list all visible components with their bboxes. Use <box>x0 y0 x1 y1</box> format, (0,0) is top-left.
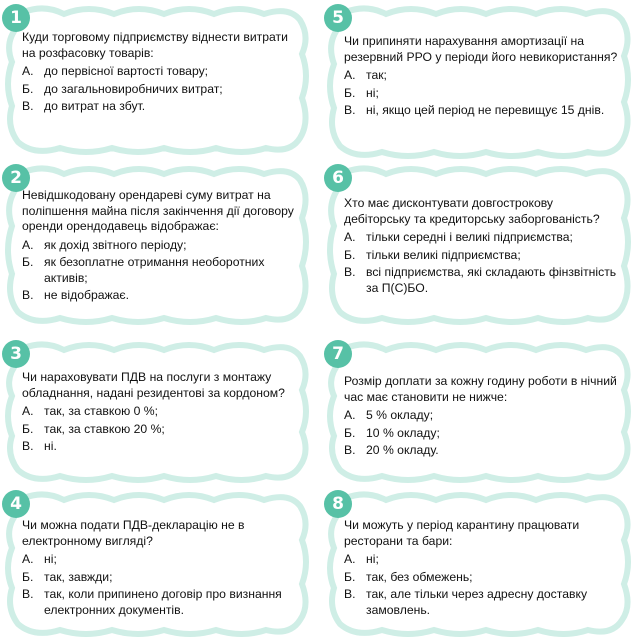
question-card-5 <box>326 6 632 158</box>
question-text: Чи припиняти нарахування амортизації на резервний РРО у періоди його невикористання? <box>344 34 618 64</box>
question-card-3 <box>4 342 310 482</box>
answer-option: Б. так, завжди; <box>22 569 113 584</box>
question-text: Чи можуть у період карантину працювати ресторани та бари: <box>344 518 580 548</box>
answer-option: А. до первісної вартості товару; <box>22 64 209 78</box>
question-text: Чи нараховувати ПДВ на послуги з монтажу обладнання, надані резидентові за кордоном? <box>22 370 285 400</box>
answer-option: В. 20 % окладу. <box>344 443 439 457</box>
question-card-7 <box>326 342 632 482</box>
number-badge: 2 <box>2 164 30 192</box>
answer-option: А. тільки середні і великі підприємства; <box>344 230 573 244</box>
question-card-1 <box>4 6 310 154</box>
question-text: Хто має дисконтувати довгострокову дебіторську та кредиторську заборгованість? <box>344 196 600 226</box>
number-badge: 6 <box>324 164 352 192</box>
answer-option: А. ні; <box>344 552 379 566</box>
question-text: Невідшкодовану орендареві суму витрат на поліпшення майна після закінчення дії договору оренди орендодавець відображає: <box>22 188 294 233</box>
answer-option: В. так, але тільки через адресну доставку замовлень. <box>344 587 588 617</box>
question-card-8 <box>326 492 632 636</box>
answer-option: В. так, коли припинено договір про визнання електронних документів. <box>22 587 282 617</box>
answer-option: А. так, за ставкою 0 %; <box>22 404 159 418</box>
question-card-6 <box>326 166 632 324</box>
answer-option: Б. як безоплатне отримання необоротних активів; <box>22 255 265 285</box>
number-badge: 1 <box>2 4 30 32</box>
answer-option: В. ні, якщо цей період не перевищує 15 днів. <box>344 103 605 117</box>
answer-option: А. як дохід звітного періоду; <box>22 237 187 252</box>
answer-option: Б. до загальновиробничих витрат; <box>22 81 223 96</box>
question-card-2 <box>4 166 310 324</box>
number-badge: 8 <box>324 490 352 518</box>
question-card-4 <box>4 492 310 636</box>
answer-option: Б. так, без обмежень; <box>344 569 473 584</box>
answer-option: Б. тільки великі підприємства; <box>344 247 521 262</box>
number-badge: 7 <box>324 340 352 368</box>
number-badge: 5 <box>324 4 352 32</box>
question-text: Розмір доплати за кожну годину роботи в нічний час має становити не нижче: <box>344 374 617 404</box>
answer-option: А. ні; <box>22 552 57 566</box>
number-badge: 4 <box>2 490 30 518</box>
answer-option: А. так; <box>344 68 387 82</box>
question-text: Чи можна подати ПДВ-декларацію не в електронному вигляді? <box>22 518 245 548</box>
answer-option: А. 5 % окладу; <box>344 408 434 422</box>
answer-option: Б. ні; <box>344 85 379 100</box>
answer-option: В. не відображає. <box>22 288 130 302</box>
number-badge: 3 <box>2 340 30 368</box>
question-text: Куди торговому підприємству віднести витрати на розфасовку товарів: <box>22 30 288 60</box>
answer-option: Б. 10 % окладу; <box>344 425 440 440</box>
answer-option: В. до витрат на збут. <box>22 99 146 113</box>
answer-option: В. всі підприємства, які складають фінзвітність за П(С)БО. <box>344 265 617 295</box>
answer-option: Б. так, за ставкою 20 %; <box>22 421 165 436</box>
answer-option: В. ні. <box>22 439 57 453</box>
